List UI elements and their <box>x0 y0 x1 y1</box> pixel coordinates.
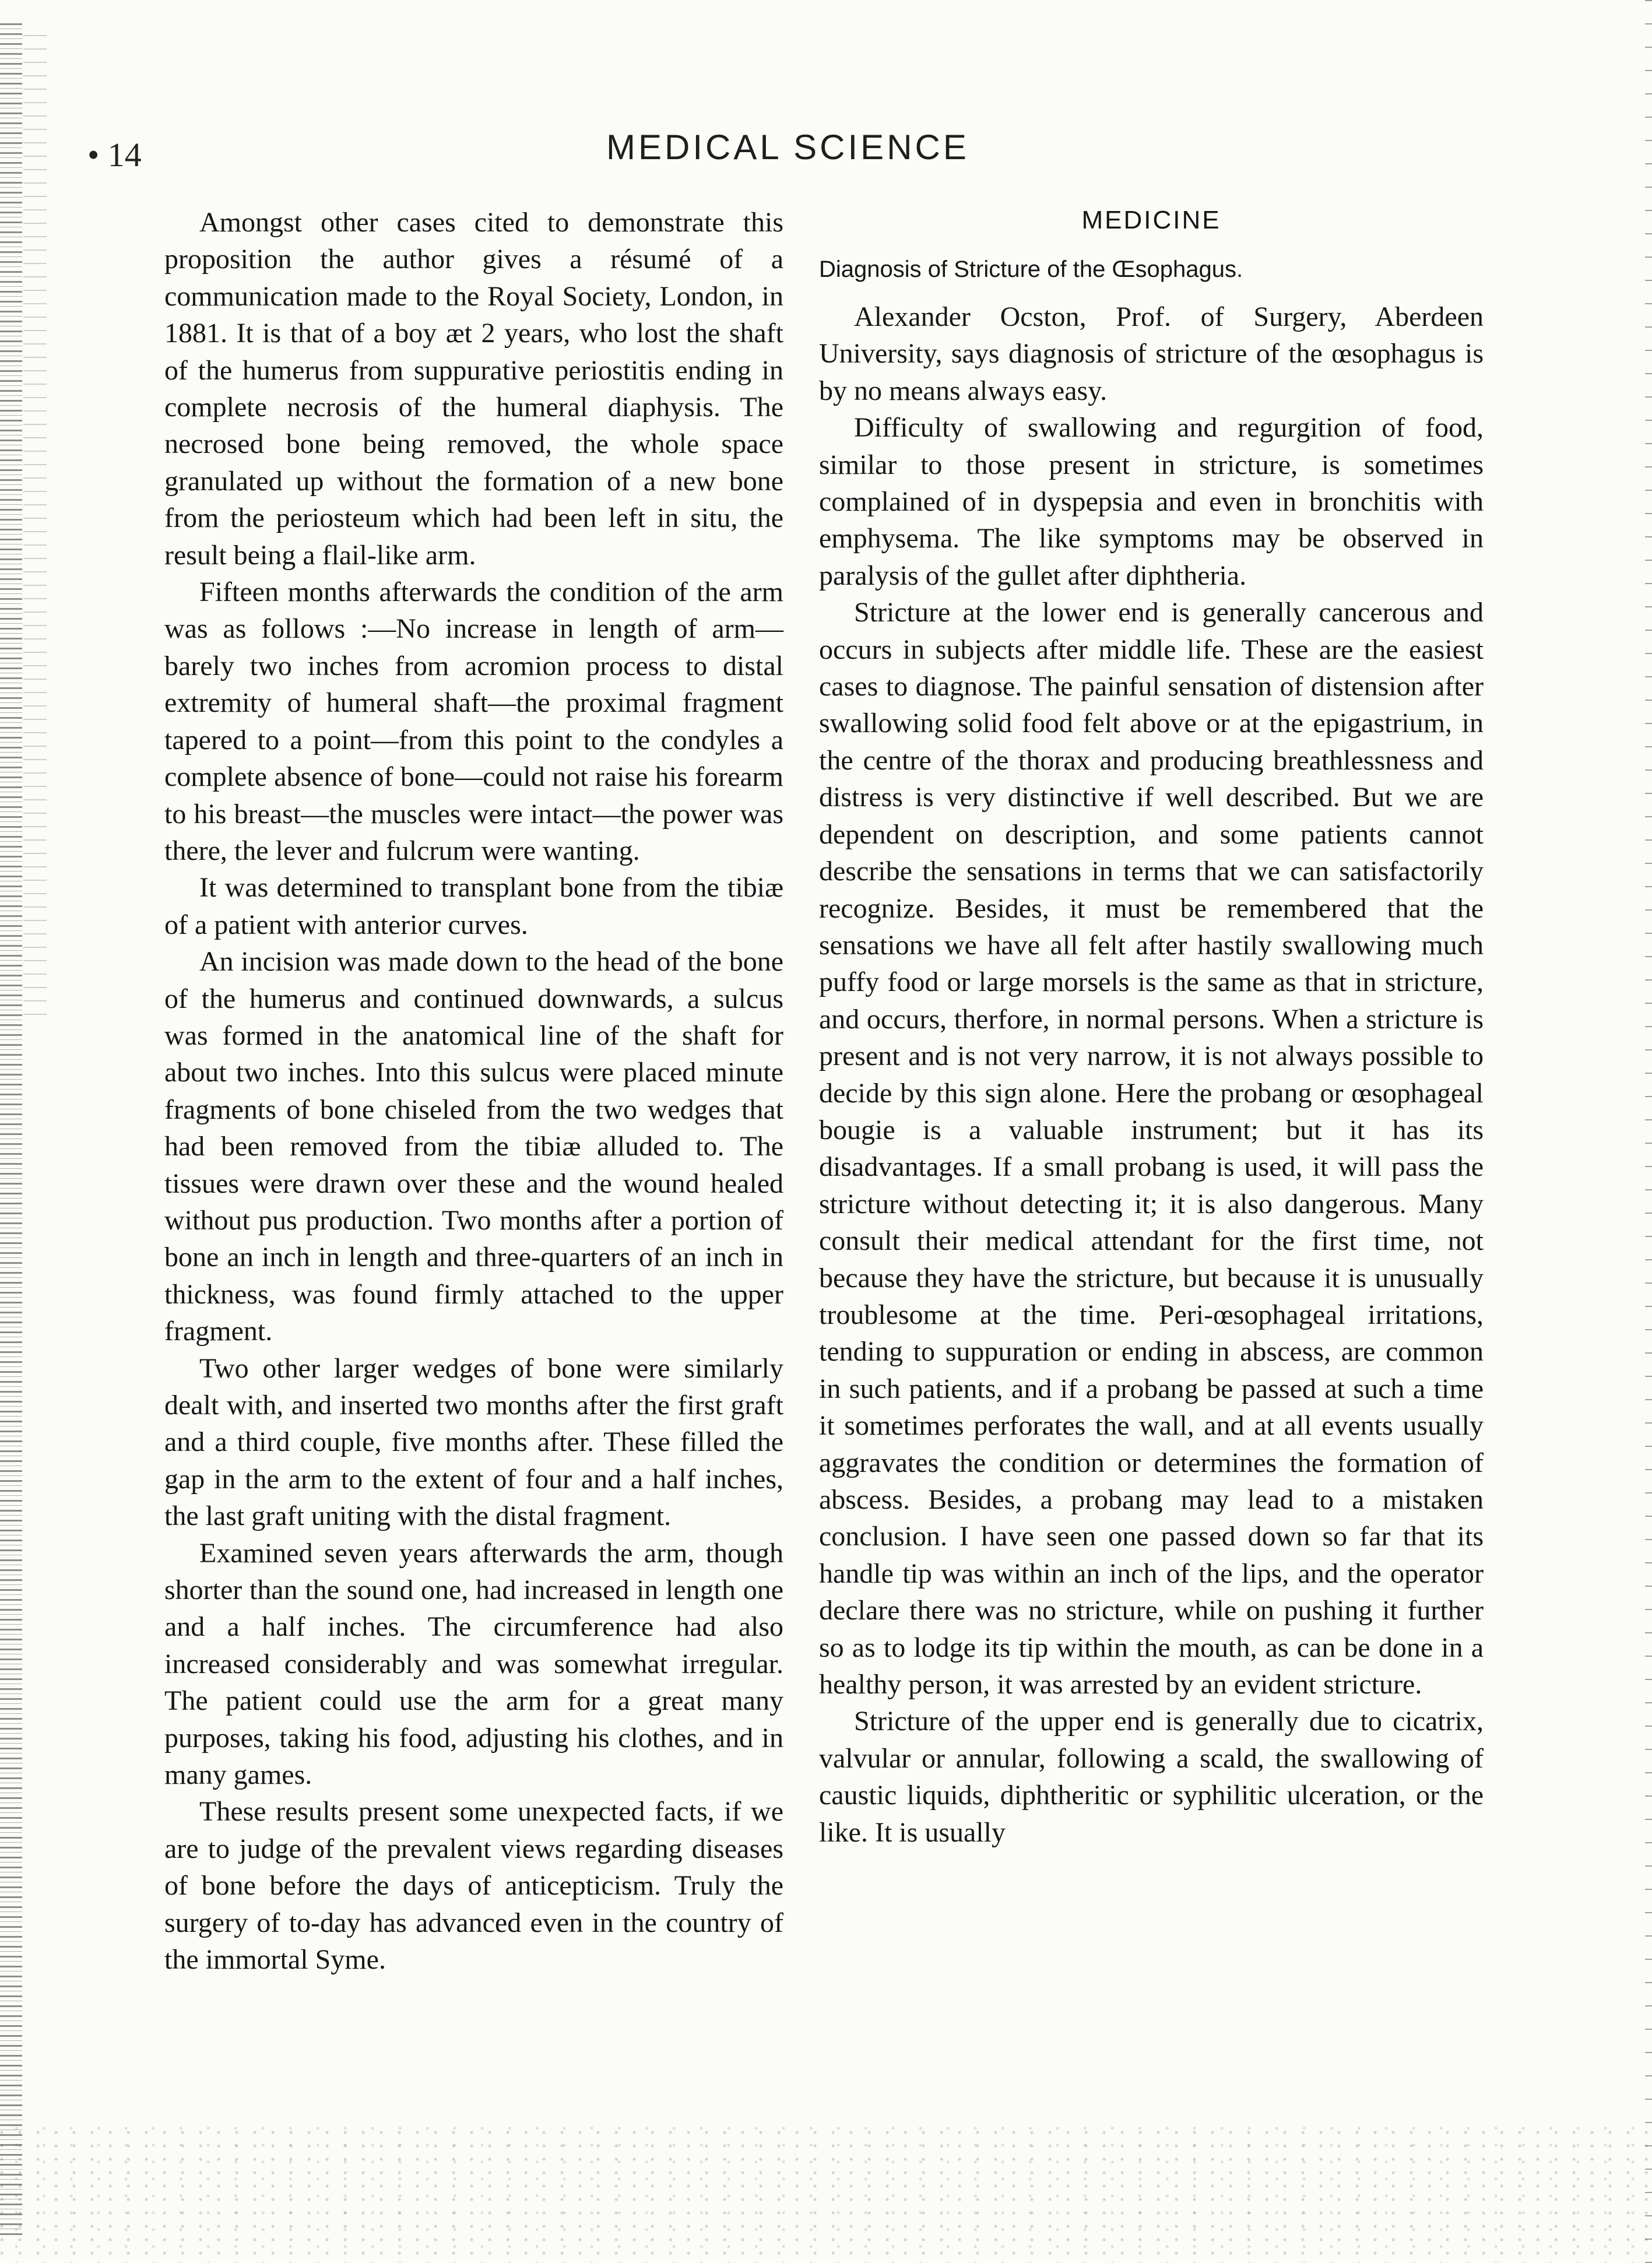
left-column <box>164 204 783 1979</box>
paragraph: Examined seven years afterwards the arm, though shorter than the sound one, had increased in length one and a half inches. The circumference had also increased considerably and was somewhat irregular. The patient could use the arm for a great many purposes, taking his food, adjusting his clothes, and in many games. <box>164 1537 783 1791</box>
paragraph: Stricture at the lower end is generally cancerous and occurs in subjects after middle life. These are the easiest cases to diagnose. The painful sensation of distension after swallowing solid food felt above or at the epigastrium, in the centre of the thorax and producing breathlessness and distress is very distinctive if well described. But we are dependent on description, and some patients cannot describe the sensations in terms that we can satisfactorily recognize. Besides, it must be remembered that the sensations we have all felt after hastily swallowing much puffy food or large morsels is the same as that in stricture, and occurs, therfore, in normal persons. When a stricture is present and is not very narrow, it is not always possible to decide by this sign alone. Here the probang or œsophageal bougie is a valuable instrument; but it has its disadvantages. If a small probang is used, it will pass the stricture without detecting it; it is also dangerous. Many consult their medical attendant for the first time, not because they have the stricture, but because it is unusually troublesome at the time. Peri-œsophageal irritations, tending to suppuration or ending in abscess, are common in such patients, and if a probang be passed at such a time it sometimes perforates the wall, and at all events usually aggravates the condition or determines the formation of abscess. Besides, a probang may lead to a mistaken conclusion. I have seen one passed down so far that its handle tip was within an inch of the lips, and the operator declare there was no stricture, while on pushing it further so as to lodge its tip within the mouth, as can be done in a healthy person, it was arrested by an evident stricture. <box>819 597 1484 1700</box>
running-head: MEDICAL SCIENCE <box>606 128 969 167</box>
paragraph: Stricture of the upper end is generally due to cicatrix, valvular or annular, following a scald, the swallowing of caustic liquids, diphtheritic or syphilitic ulceration, or the like. It is usually <box>819 1706 1484 1848</box>
paragraph: Two other larger wedges of bone were similarly dealt with, and inserted two months after the first graft and a third couple, five months after. These filled the gap in the arm to the extent of four and a half inches, the last graft uniting with the distal fragment. <box>164 1352 783 1532</box>
right-column <box>819 204 1484 1851</box>
scan-edge-artifact <box>0 23 22 2239</box>
paragraph: It was determined to transplant bone from the tibiæ of a patient with anterior curves. <box>164 872 783 940</box>
paragraph: Difficulty of swallowing and regurgition of food, similar to those present in stricture, is sometimes complained of in dyspepsia and even in bronchitis with emphysema. The like symptoms may be observed in paralysis of the gullet after diphtheria. <box>819 412 1484 591</box>
paragraph: Alexander Ocston, Prof. of Surgery, Aberdeen University, says diagnosis of stricture of the œsophagus is by no means always easy. <box>819 301 1484 406</box>
paragraph: Amongst other cases cited to demonstrate this proposition the author gives a résumé of a communication made to the Royal Society, London, in 1881. It is that of a boy æt 2 years, who lost the shaft of the humerus from suppurative periostitis ending in complete necrosis of the humeral diaphysis. The necrosed bone being removed, the whole space granulated up without the formation of a new bone from the periosteum which had been left in situ, the result being a flail-like arm. <box>164 207 783 571</box>
section-title: MEDICINE <box>1081 206 1221 234</box>
scan-edge-artifact <box>23 35 47 1026</box>
page-number: • 14 <box>87 136 142 174</box>
paragraph: An incision was made down to the head of the bone of the humerus and continued downwards, a sulcus was formed in the anatomical line of the shaft for about two inches. Into this sulcus were placed minute fragments of bone chiseled from the two wedges that had been removed from the tibiæ alluded to. The tissues were drawn over these and the wound healed without pus production. Two months after a portion of bone an inch in length and three-quarters of an inch in thickness, was found firmly attached to the upper fragment. <box>164 946 783 1347</box>
article-title: Diagnosis of Stricture of the Œsophagus. <box>819 256 1243 282</box>
scan-edge-artifact <box>1645 0 1652 2263</box>
paragraph: These results present some unexpected facts, if we are to judge of the prevalent views regarding diseases of bone before the days of anticepticism. Truly the surgery of to-day has advanced even in the country of the immortal Syme. <box>164 1796 783 1976</box>
paragraph: Fifteen months afterwards the condition of the arm was as follows :—No increase in length of arm—barely two inches from acromion process to distal extremity of humeral shaft—the proximal fragment tapered to a point—from this point to the condyles a complete absence of bone—could not raise his forearm to his breast—the muscles were intact—the power was there, the lever and fulcrum were wanting. <box>164 577 783 866</box>
scan-noise-artifact <box>0 2123 1652 2263</box>
